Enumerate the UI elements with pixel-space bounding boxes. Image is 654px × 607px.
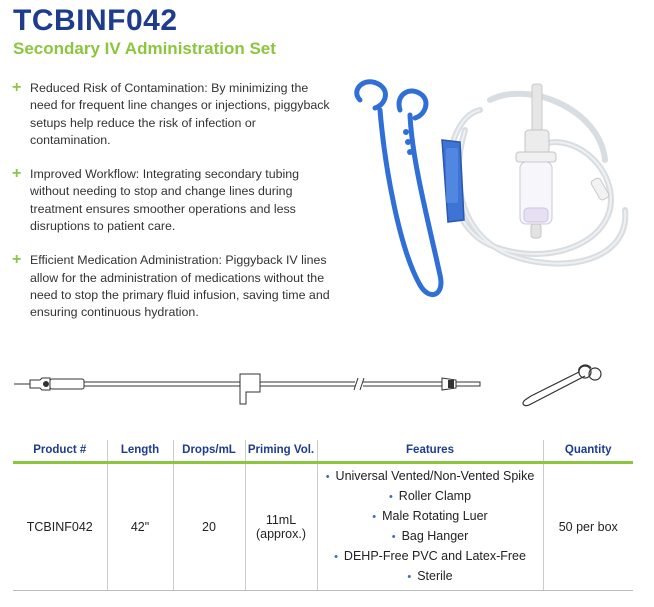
- feature-text: Improved Workflow: Integrating secondary tubing without needing to stop and change lines during treatment ensures smoother operations and less disruptions to patient care.: [30, 167, 300, 234]
- header-quantity: Quantity: [543, 440, 633, 462]
- list-item: • Sterile: [320, 567, 541, 587]
- header-length: Length: [107, 440, 173, 462]
- feature-text: Reduced Risk of Contamination: By minimizing the need for frequent line changes or injections, piggyback setups help reduce the risk of infection or contamination.: [30, 81, 330, 147]
- feature-text: Efficient Medication Administration: Piggyback IV lines allow for the administration of medications without the need to stop the primary fluid infusion, saving time and ensuring continuous hydration.: [30, 253, 330, 320]
- header-features: Features: [317, 440, 543, 462]
- feature-list: [12, 80, 332, 339]
- header-priming: Priming Vol.: [245, 440, 317, 462]
- table-header-row: [13, 440, 633, 462]
- list-item: • Roller Clamp: [320, 487, 541, 507]
- product-subtitle: Secondary IV Administration Set: [13, 39, 276, 58]
- cell-length: 42": [107, 462, 173, 590]
- cell-drops: 20: [173, 462, 245, 590]
- list-item: • Bag Hanger: [320, 527, 541, 547]
- features-list: [320, 467, 541, 587]
- hanger-line-drawing: [515, 362, 605, 408]
- cell-quantity: 50 per box: [543, 462, 633, 590]
- spec-table: [13, 440, 633, 591]
- list-item: • Male Rotating Luer: [320, 507, 541, 527]
- product-title: TCBINF042: [13, 4, 178, 37]
- set-line-drawing: [10, 360, 485, 410]
- product-photo: [340, 70, 640, 315]
- header-product: Product #: [13, 440, 107, 462]
- plus-icon: +: [12, 251, 22, 269]
- feature-item: [12, 252, 332, 321]
- priming-value: 11mL: [265, 512, 297, 527]
- cell-features: [317, 462, 543, 590]
- cell-priming: [245, 462, 317, 590]
- cell-product: TCBINF042: [13, 462, 107, 590]
- table-row: [13, 462, 633, 590]
- feature-item: [12, 166, 332, 235]
- header-drops: Drops/mL: [173, 440, 245, 462]
- priming-note: (approx.): [255, 526, 307, 541]
- plus-icon: +: [12, 79, 22, 96]
- feature-item: [12, 80, 332, 149]
- list-item: • DEHP-Free PVC and Latex-Free: [320, 547, 541, 567]
- list-item: • Universal Vented/Non-Vented Spike: [320, 467, 541, 487]
- plus-icon: +: [12, 165, 22, 183]
